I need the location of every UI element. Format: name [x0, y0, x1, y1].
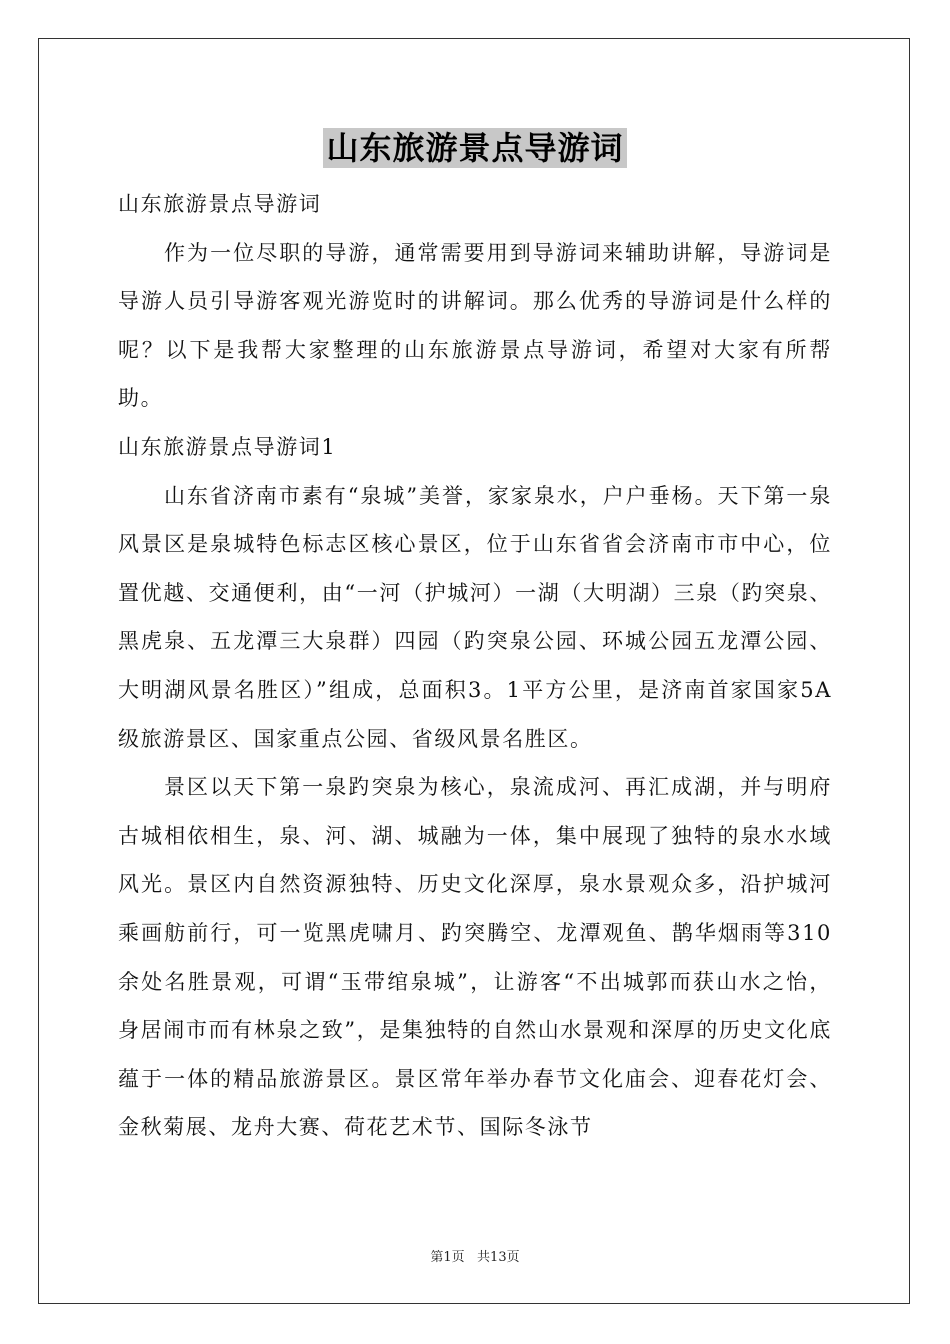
body-paragraph-2: 景区以天下第一泉趵突泉为核心，泉流成河、再汇成湖，并与明府古城相依相生，泉、河、湖、城融为一体，集中展现了独特的泉水水域风光。景区内自然资源独特、历史文化深厚，泉水景观众多，沿护城河乘画舫前行，可一览黑虎啸月、趵突腾空、龙潭观鱼、鹊华烟雨等310余处名胜景观，可谓“玉带绾泉城”，让游客“不出城郭而获山水之怡，身居闹市而有林泉之致”，是集独特的自然山水景观和深厚的历史文化底蕴于一体的精品旅游景区。景区常年举办春节文化庙会、迎春花灯会、金秋菊展、龙舟大赛、荷花艺术节、国际冬泳节 — [118, 775, 832, 1140]
body-paragraph-1: 山东省济南市素有“泉城”美誉，家家泉水，户户垂杨。天下第一泉风景区是泉城特色标志区核心景区，位于山东省省会济南市市中心，位置优越、交通便利，由“一河（护城河）一湖（大明湖）三泉（趵突泉、黑虎泉、五龙潭三大泉群）四园（趵突泉公园、环城公园五龙潭公园、大明湖风景名胜区）”组成，总面积3。1平方公里，是济南首家国家5A级旅游景区、国家重点公园、省级风景名胜区。 — [118, 483, 832, 751]
document-body — [118, 180, 832, 1152]
title-container — [0, 128, 950, 168]
document-title: 山东旅游景点导游词 — [323, 128, 626, 168]
intro-paragraph: 作为一位尽职的导游，通常需要用到导游词来辅助讲解，导游词是导游人员引导游客观光游览时的讲解词。那么优秀的导游词是什么样的呢？以下是我帮大家整理的山东旅游景点导游词，希望对大家有所帮助。 — [118, 240, 832, 411]
document-subtitle: 山东旅游景点导游词 — [118, 192, 322, 216]
page-footer: 第1页 共13页 — [430, 1250, 520, 1265]
section-heading: 山东旅游景点导游词1 — [118, 434, 337, 459]
